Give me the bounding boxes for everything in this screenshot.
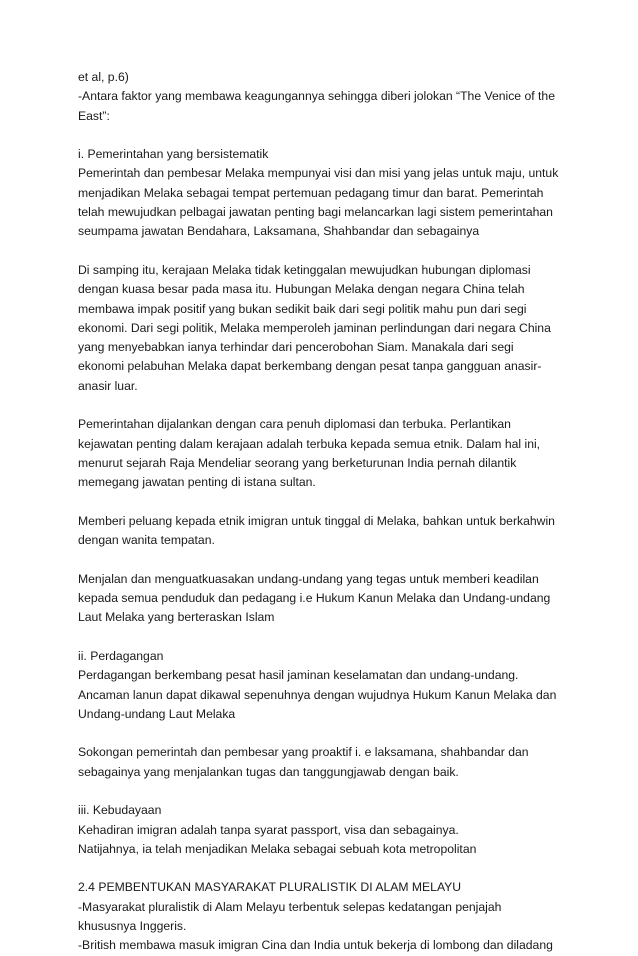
text-line: ekonomi. Dari segi politik, Melaka memperoleh jaminan perlindungan dari negara China [78, 320, 551, 335]
paragraph-gap [78, 242, 578, 261]
text-line: Natijahnya, ia telah menjadikan Melaka sebagai sebuah kota metropolitan [78, 841, 477, 856]
text-line: et al, p.6) [78, 70, 129, 84]
text-line: memegang jawatan penting di istana sultan. [78, 475, 316, 490]
text-line: East”: [78, 108, 110, 123]
text-line: Pemerintahan dijalankan dengan cara penuh diplomasi dan terbuka. Perlantikan [78, 417, 511, 432]
section-heading: iii. Kebudayaan [78, 803, 162, 818]
text-line: menjadikan Melaka sebagai tempat pertemuan pedagang timur dan barat. Pemerintah [78, 185, 544, 200]
text-line: -Masyarakat pluralistik di Alam Melayu terbentuk selepas kedatangan penjajah [78, 899, 502, 914]
text-line: kejawatan penting dalam kerajaan adalah terbuka kepada semua etnik. Dalam hal ini, [78, 436, 541, 451]
text-line: -Antara faktor yang membawa keagungannya sehingga diberi jolokan “The Venice of the [78, 89, 555, 104]
text-line: Kehadiran imigran adalah tanpa syarat passport, visa dan sebagainya. [78, 822, 459, 837]
text-line: Pemerintah dan pembesar Melaka mempunyai visi dan misi yang jelas untuk maju, untuk [78, 166, 559, 181]
paragraph-gap [78, 550, 578, 569]
text-line: sebagainya yang menjalankan tugas dan tanggungjawab dengan baik. [78, 764, 459, 779]
section-heading: 2.4 PEMBENTUKAN MASYARAKAT PLURALISTIK DI ALAM MELAYU [78, 880, 462, 895]
document-page [78, 68, 578, 956]
text-line: Perdagangan berkembang pesat hasil jaminan keselamatan dan undang-undang. [78, 668, 519, 683]
text-line: kepada semua penduduk dan pedagang i.e Hukum Kanun Melaka dan Undang-undang [78, 591, 551, 606]
text-line: dengan wanita tempatan. [78, 533, 215, 548]
section-heading: i. Pemerintahan yang bersistematik [78, 147, 269, 162]
paragraph-gap [78, 724, 578, 743]
text-line: anasir luar. [78, 378, 138, 393]
paragraph-gap [78, 493, 578, 512]
text-line: ekonomi pelabuhan Melaka dapat berkembang dengan pesat tanpa gangguan anasir- [78, 359, 542, 374]
text-line: telah mewujudkan pelbagai jawatan penting bagi melancarkan lagi sistem pemerintahan [78, 205, 553, 220]
text-line: Memberi peluang kepada etnik imigran untuk tinggal di Melaka, bahkan untuk berkahwin [78, 513, 555, 528]
text-line: dengan kuasa besar pada masa itu. Hubungan Melaka dengan negara China telah [78, 282, 525, 297]
text-line: Ancaman lanun dapat dikawal sepenuhnya dengan wujudnya Hukum Kanun Melaka dan [78, 687, 557, 702]
section-heading: ii. Perdagangan [78, 648, 164, 663]
text-line: Sokongan pemerintah dan pembesar yang proaktif i. e laksamana, shahbandar dan [78, 745, 529, 760]
text-line: membawa impak positif yang bukan sedikit baik dari segi politik mahu pun dari segi [78, 301, 527, 316]
text-line: -British membawa masuk imigran Cina dan India untuk bekerja di lombong dan diladang [78, 938, 553, 953]
text-line: seumpama jawatan Bendahara, Laksamana, Shahbandar dan sebagainya [78, 224, 480, 239]
paragraph-gap [78, 396, 578, 415]
text-line: Di samping itu, kerajaan Melaka tidak ketinggalan mewujudkan hubungan diplomasi [78, 262, 531, 277]
text-line: Menjalan dan menguatkuasakan undang-undang yang tegas untuk memberi keadilan [78, 571, 539, 586]
text-line: Undang-undang Laut Melaka [78, 706, 236, 721]
text-line: menurut sejarah Raja Mendeliar seorang yang berketurunan India pernah dilantik [78, 455, 517, 470]
text-line: khususnya Inggeris. [78, 919, 187, 934]
paragraph-gap [78, 782, 578, 801]
paragraph-gap [78, 628, 578, 647]
text-line: yang menyebabkan ianya terhindar dari pencerobohan Siam. Manakala dari segi [78, 340, 514, 355]
paragraph-gap [78, 859, 578, 878]
text-line: Laut Melaka yang berteraskan Islam [78, 610, 275, 625]
paragraph-gap [78, 126, 578, 145]
